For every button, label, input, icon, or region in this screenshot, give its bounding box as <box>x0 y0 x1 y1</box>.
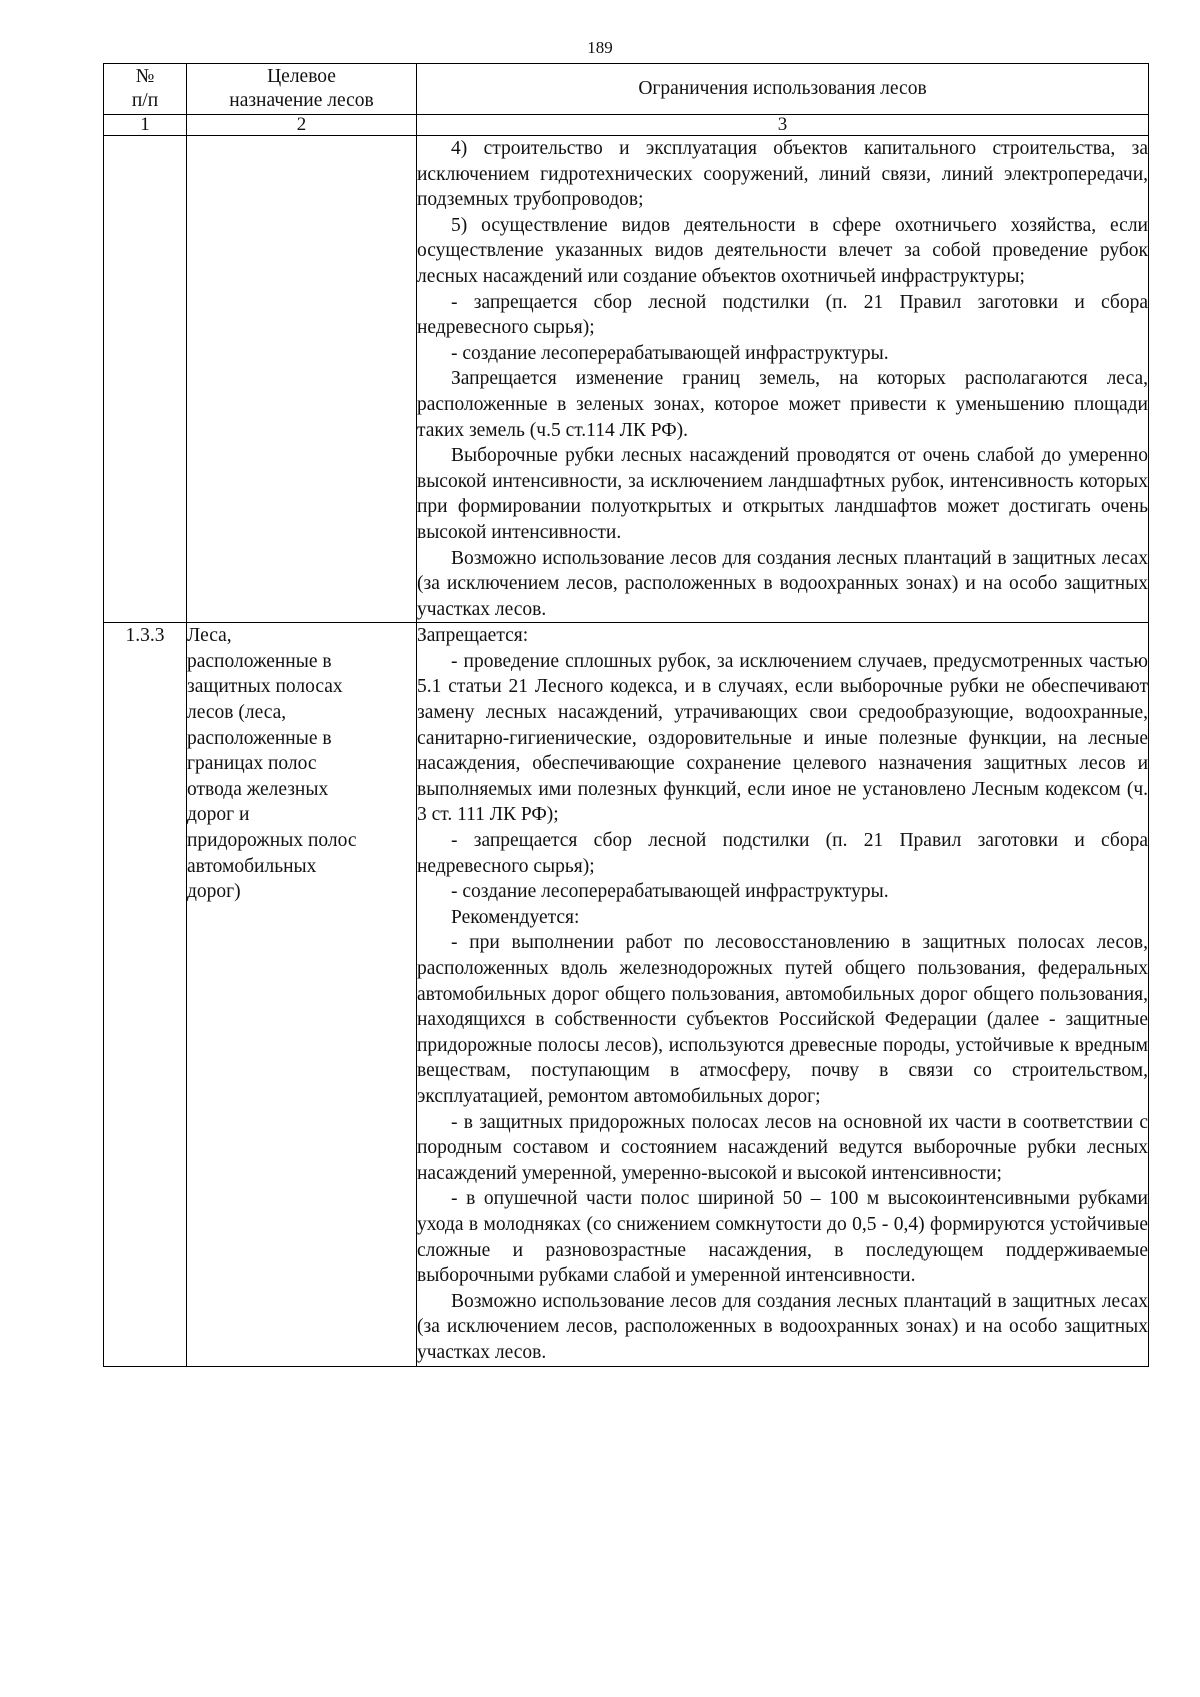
purpose-line: лесов (леса, <box>187 702 287 724</box>
restriction-paragraph: Возможно использование лесов для создания лесных плантаций в защитных лесах (за исключением лесов, расположенных в водоохранных зонах) и на особо защитных участках лесов. <box>417 547 1148 620</box>
purpose-line: дорог) <box>187 881 241 903</box>
purpose-line: придорожных полос <box>187 830 357 852</box>
restriction-paragraph: Возможно использование лесов для создания лесных плантаций в защитных лесах (за исключением лесов, расположенных в водоохранных зонах) и на особо защитных участках лесов. <box>417 1290 1148 1363</box>
restriction-paragraph: Запрещается изменение границ земель, на которых располагаются леса, расположенные в зеленых зонах, которое может привести к уменьшению площади таких земель (ч.5 ст.114 ЛК РФ). <box>417 368 1148 441</box>
header-restrictions: Ограничения использования лесов <box>417 64 1149 115</box>
purpose-line: Леса, <box>187 625 232 647</box>
purpose-line: отвода железных <box>187 778 329 800</box>
restriction-paragraph: - запрещается сбор лесной подстилки (п. 21 Правил заготовки и сбора недревесного сырья); <box>417 291 1148 339</box>
header-purpose-line-1: Целевое <box>267 66 336 87</box>
purpose-line: автомобильных <box>187 855 317 877</box>
purpose-line: защитных полосах <box>187 676 343 698</box>
header-num-line-2: п/п <box>131 90 159 111</box>
forest-restrictions-table <box>103 63 1149 1367</box>
purpose-line: расположенные в <box>187 727 332 749</box>
recommendation-paragraph: - при выполнении работ по лесовосстановлению в защитных полосах лесов, расположенных вдоль железнодорожных путей общего пользования, федеральных автомобильных дорог общего пользования, автомобильных дорог общего пользования, находящихся в собственности субъектов Российской Федерации (далее - защитные придорожные полосы лесов), используются древесные породы, устойчивые к вредным веществам, поступающим в атмосферу, почву в связи со строительством, эксплуатацией, ремонтом автомобильных дорог; <box>417 932 1148 1107</box>
restriction-paragraph: Выборочные рубки лесных насаждений проводятся от очень слабой до умеренно высокой интенсивности, за исключением ландшафтных рубок, интенсивность которых при формировании полуоткрытых и открытых ландшафтов может достигать очень высокой интенсивности. <box>417 445 1148 543</box>
table-row-1-3-3 <box>104 623 1149 1366</box>
purpose-line: расположенные в <box>187 650 332 672</box>
recommendation-paragraph: - в защитных придорожных полосах лесов на основной их части в соответствии с породным составом и состоянием насаждений ведутся выборочные рубки лесных насаждений умеренной, умеренно-высокой и высокой интенсивности; <box>417 1111 1148 1184</box>
restriction-paragraph: - запрещается сбор лесной подстилки (п. 21 Правил заготовки и сбора недревесного сырья); <box>417 830 1148 877</box>
page-number: 189 <box>587 38 613 57</box>
header-purpose-line-2: назначение лесов <box>229 90 374 111</box>
table-header-row <box>104 64 1149 115</box>
restriction-paragraph: - создание лесоперерабатывающей инфраструктуры. <box>451 881 889 903</box>
header-purpose <box>187 64 417 115</box>
restrictions-cell <box>417 623 1149 1366</box>
column-number-3: 3 <box>417 115 1149 136</box>
row-number-cell <box>104 136 187 623</box>
header-num-line-1: № <box>135 66 155 87</box>
restrictions-cell <box>417 136 1149 623</box>
purpose-line: границах полос <box>187 753 317 775</box>
table-row-continuation <box>104 136 1149 623</box>
restriction-paragraph: 4) строительство и эксплуатация объектов капитального строительства, за исключением гидротехнических сооружений, линий связи, линий электропередачи, подземных трубопроводов; <box>417 138 1148 211</box>
column-number-1: 1 <box>104 115 187 136</box>
recommendation-heading: Рекомендуется: <box>451 906 580 928</box>
purpose-line: дорог и <box>187 804 250 826</box>
purpose-cell <box>187 623 417 1366</box>
purpose-cell <box>187 136 417 623</box>
restriction-heading: Запрещается: <box>417 625 529 647</box>
header-num <box>104 64 187 115</box>
restriction-paragraph: 5) осуществление видов деятельности в сфере охотничьего хозяйства, если осуществление указанных видов деятельности влечет за собой проведение рубок лесных насаждений или создание объектов охотничьей инфраструктуры; <box>417 214 1148 287</box>
recommendation-paragraph: - в опушечной части полос шириной 50 – 100 м высокоинтенсивными рубками ухода в молодняках (со снижением сомкнутости до 0,5 - 0,4) формируются устойчивые сложные и разновозрастные насаждения, в последующем поддерживаемые выборочными рубками слабой и умеренной интенсивности. <box>417 1188 1148 1287</box>
column-number-2: 2 <box>187 115 417 136</box>
row-number-cell: 1.3.3 <box>104 623 187 1366</box>
restriction-paragraph: - создание лесоперерабатывающей инфраструктуры. <box>451 342 889 364</box>
restriction-paragraph: - проведение сплошных рубок, за исключением случаев, предусмотренных частью 5.1 статьи 21 Лесного кодекса, и в случаях, если выборочные рубки не обеспечивают замену лесных насаждений, утрачивающих свои средообразующие, водоохранные, санитарно-гигиенические, оздоровительные и иные полезные функции, на лесные насаждения, обеспечивающие сохранение целевого назначения защитных лесов и выполняемых ими полезных функций, если иное не установлено Лесным кодексом (ч. 3 ст. 111 ЛК РФ); <box>417 650 1148 826</box>
column-number-row <box>104 115 1149 136</box>
